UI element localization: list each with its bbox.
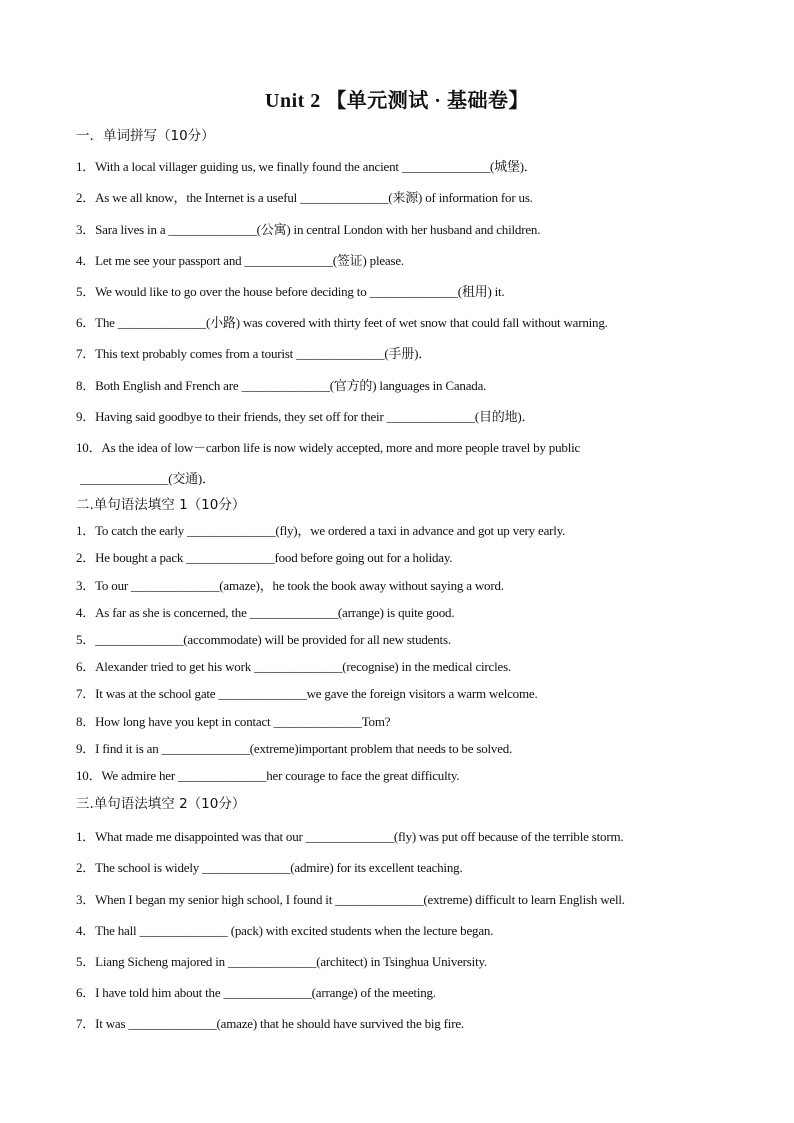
question-2-5: 5．______________(accommodate) will be provided for all new students. bbox=[76, 632, 451, 647]
question-1-4: 4．Let me see your passport and ______________(签证) please. bbox=[76, 253, 404, 268]
question-2-3: 3．To our ______________(amaze)，he took the book away without saying a word. bbox=[76, 578, 504, 593]
question-1-8: 8．Both English and French are ______________(官方的) languages in Canada. bbox=[76, 378, 487, 393]
question-3-1: 1．What made me disappointed was that our ______________(fly) was put off because of the terrible storm. bbox=[76, 829, 624, 844]
question-2-4: 4．As far as she is concerned, the ______________(arrange) is quite good. bbox=[76, 605, 455, 620]
question-2-7: 7．It was at the school gate ______________we gave the foreign visitors a warm welcome. bbox=[76, 686, 538, 701]
question-2-8: 8．How long have you kept in contact ______________Tom? bbox=[76, 714, 391, 729]
question-3-4: 4．The hall ______________ (pack) with excited students when the lecture began. bbox=[76, 923, 494, 938]
question-1-10-continued: ______________(交通)． bbox=[80, 471, 215, 486]
page-title: Unit 2 【单元测试 · 基础卷】 bbox=[265, 90, 529, 112]
section-heading-1: 一．单词拼写（10分） bbox=[76, 128, 215, 144]
question-2-9: 9．I find it is an ______________(extreme)important problem that needs to be solved. bbox=[76, 741, 513, 756]
question-1-9: 9．Having said goodbye to their friends, they set off for their ______________(目的地)． bbox=[76, 409, 535, 424]
question-3-3: 3．When I began my senior high school, I found it ______________(extreme) difficult to learn English well. bbox=[76, 892, 625, 907]
section-heading-2: 二.单句语法填空 1（10分） bbox=[76, 497, 246, 513]
question-3-5: 5．Liang Sicheng majored in ______________(architect) in Tsinghua University. bbox=[76, 954, 488, 969]
question-1-7: 7．This text probably comes from a tourist ______________(手册)． bbox=[76, 346, 431, 361]
section-heading-3: 三.单句语法填空 2（10分） bbox=[76, 796, 246, 812]
question-1-3: 3．Sara lives in a ______________(公寓) in central London with her husband and children. bbox=[76, 222, 541, 237]
question-3-2: 2．The school is widely ______________(admire) for its excellent teaching. bbox=[76, 860, 463, 875]
question-1-5: 5．We would like to go over the house before deciding to ______________(租用) it. bbox=[76, 284, 505, 299]
question-1-10: 10．As the idea of low－carbon life is now widely accepted, more and more people travel by public bbox=[76, 440, 581, 455]
question-2-2: 2．He bought a pack ______________food before going out for a holiday. bbox=[76, 550, 453, 565]
question-2-1: 1．To catch the early ______________(fly)，we ordered a taxi in advance and got up very early. bbox=[76, 523, 566, 538]
question-3-7: 7．It was ______________(amaze) that he should have survived the big fire. bbox=[76, 1016, 464, 1031]
question-1-1: 1．With a local villager guiding us, we finally found the ancient ______________(城堡)． bbox=[76, 159, 537, 174]
question-1-2: 2．As we all know，the Internet is a useful ______________(来源) of information for us. bbox=[76, 190, 533, 205]
question-2-10: 10．We admire her ______________her courage to face the great difficulty. bbox=[76, 768, 460, 783]
question-3-6: 6．I have told him about the ______________(arrange) of the meeting. bbox=[76, 985, 436, 1000]
question-2-6: 6．Alexander tried to get his work ______________(recognise) in the medical circles. bbox=[76, 659, 512, 674]
question-1-6: 6．The ______________(小路) was covered with thirty feet of wet snow that could fall without warning. bbox=[76, 315, 608, 330]
